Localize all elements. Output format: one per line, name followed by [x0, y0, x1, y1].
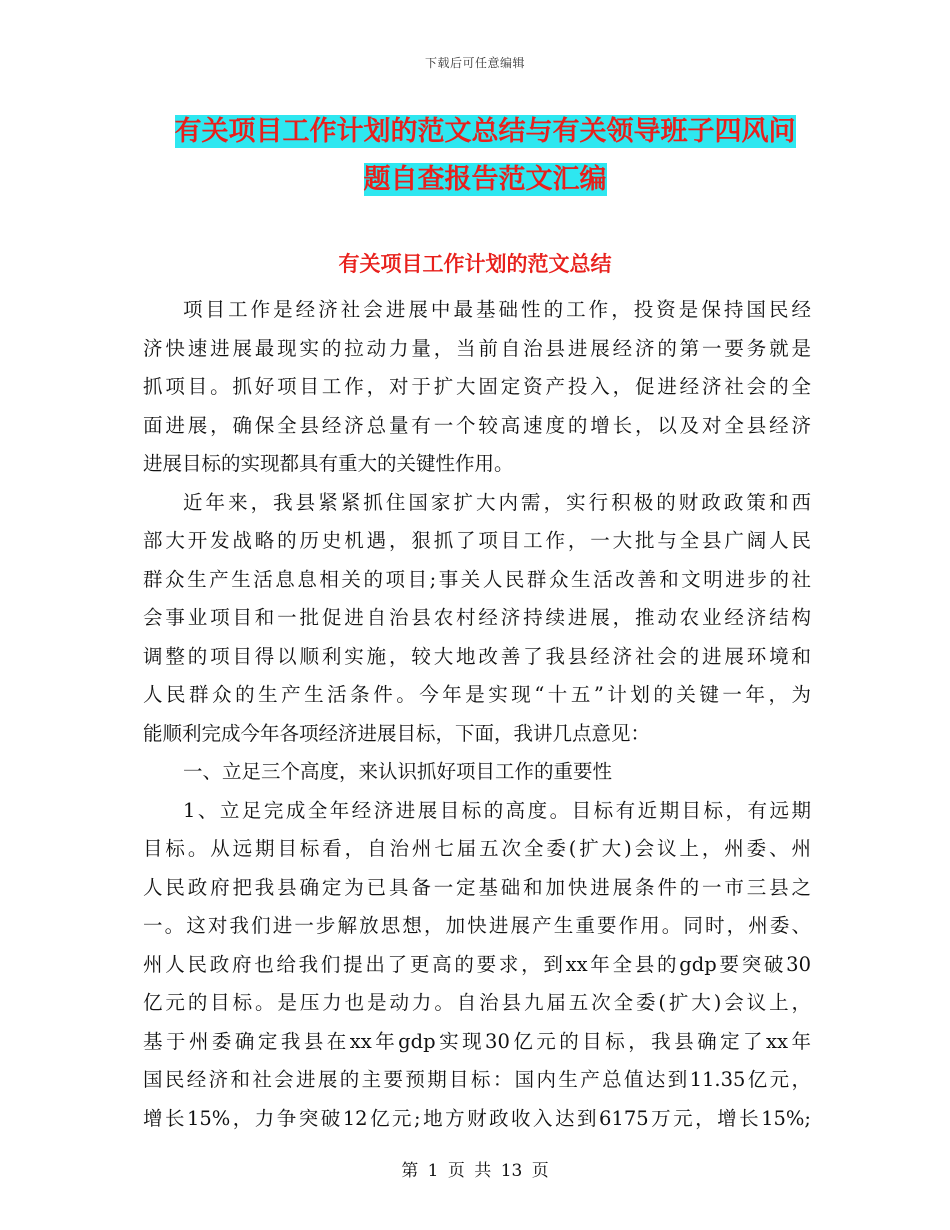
body-line: 州人民政府也给我们提出了更高的要求，到xx年全县的gdp要突破30 [143, 952, 811, 976]
section-heading: 有关项目工作计划的范文总结 [338, 252, 612, 276]
header-note: 下载后可任意编辑 [424, 56, 525, 70]
body-line: 抓项目。抓好项目工作，对于扩大固定资产投入，促进经济社会的全 [143, 375, 811, 398]
body-line: 国民经济和社会进展的主要预期目标：国内生产总值达到11.35亿元， [143, 1068, 811, 1091]
body-line: 增长15%，力争突破12亿元;地方财政收入达到6175万元，增长15%; [143, 1106, 811, 1130]
page-footer: 第 1 页 共 13 页 [401, 1161, 549, 1181]
body-text [143, 291, 811, 1138]
title-line-1: 有关项目工作计划的范文总结与有关领导班子四风问 [174, 116, 796, 147]
document-title [140, 108, 830, 204]
body-line: 近年来，我县紧紧抓住国家扩大内需，实行积极的财政政策和西 [183, 490, 811, 514]
body-line: 进展目标的实现都具有重大的关键性作用。 [143, 452, 514, 475]
title-line-2: 题自查报告范文汇编 [363, 164, 607, 195]
body-line: 目标。从远期目标看，自治州七届五次全委(扩大)会议上，州委、州 [143, 837, 811, 860]
body-line: 济快速进展最现实的拉动力量，当前自治县进展经济的第一要务就是 [143, 336, 811, 360]
body-line: 亿元的目标。是压力也是动力。自治县九届五次全委(扩大)会议上， [143, 991, 811, 1014]
body-line: 一。这对我们进一步解放思想，加快进展产生重要作用。同时，州委、 [143, 914, 811, 937]
body-line: 人民政府把我县确定为已具备一定基础和加快进展条件的一市三县之 [143, 875, 811, 899]
body-line: 能顺利完成今年各项经济进展目标，下面，我讲几点意见： [143, 721, 651, 745]
body-line: 人民群众的生产生活条件。今年是实现“十五”计划的关键一年，为 [143, 683, 811, 706]
body-line: 一、立足三个高度，来认识抓好项目工作的重要性 [183, 760, 613, 783]
body-line: 群众生产生活息息相关的项目;事关人民群众生活改善和文明进步的社 [143, 567, 811, 591]
body-line: 部大开发战略的历史机遇，狠抓了项目工作，一大批与全县广阔人民 [143, 529, 811, 552]
body-line: 会事业项目和一批促进自治县农村经济持续进展，推动农业经济结构 [143, 606, 811, 629]
body-line: 1、立足完成全年经济进展目标的高度。目标有近期目标，有远期 [183, 798, 811, 822]
body-line: 基于州委确定我县在xx年gdp实现30亿元的目标，我县确定了xx年 [143, 1029, 811, 1053]
body-line: 面进展，确保全县经济总量有一个较高速度的增长，以及对全县经济 [143, 413, 811, 437]
body-line: 调整的项目得以顺利实施，较大地改善了我县经济社会的进展环境和 [143, 644, 811, 668]
body-line: 项目工作是经济社会进展中最基础性的工作，投资是保持国民经 [183, 298, 811, 321]
